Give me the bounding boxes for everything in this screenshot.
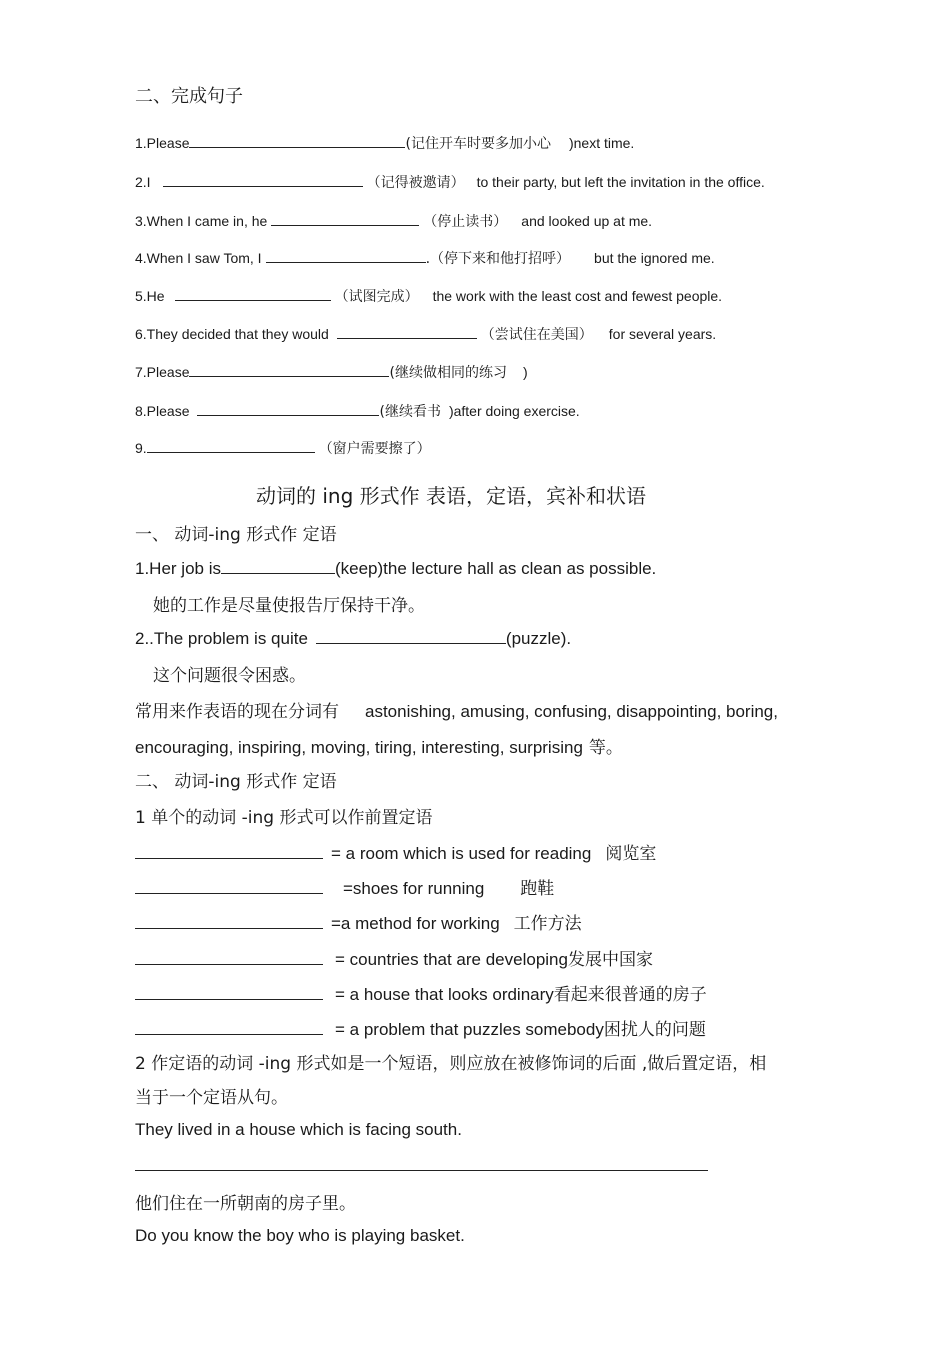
example-translation-1: 她的工作是尽量使报告厅保持干净。 xyxy=(153,596,425,616)
definition-row xyxy=(135,945,653,970)
item-suffix: )after doing exercise. xyxy=(448,403,580,419)
item-suffix: to their party, but left the invitation in the office. xyxy=(476,174,765,190)
answer-blank[interactable] xyxy=(189,362,389,377)
item-suffix: )next time. xyxy=(568,135,635,151)
note-line-2 xyxy=(135,733,623,758)
item-suffix: for several years. xyxy=(608,326,717,342)
exercise-item-3 xyxy=(135,211,652,231)
item-prefix: 1.Please xyxy=(135,135,190,151)
answer-blank[interactable] xyxy=(337,324,477,339)
answer-blank[interactable] xyxy=(135,877,323,894)
answer-blank[interactable] xyxy=(135,842,323,859)
definition-row xyxy=(135,980,707,1005)
definition-text: = a room which is used for reading xyxy=(331,844,592,863)
example-translation-2: 这个问题很令困惑。 xyxy=(153,666,306,686)
chinese-hint: （尝试住在美国） xyxy=(480,327,593,343)
note-intro: 常用来作表语的现在分词有 xyxy=(135,702,339,722)
answer-blank[interactable] xyxy=(135,912,323,929)
part2-subheading-2-line1: 2 作定语的动词 -ing 形式如是一个短语，则应放在被修饰词的后面 ,做后置定语，相 xyxy=(135,1054,767,1074)
definition-text: = countries that are developing xyxy=(335,950,568,969)
answer-blank[interactable] xyxy=(266,248,426,263)
exercise-item-1 xyxy=(135,133,634,153)
item-suffix: the work with the least cost and fewest people. xyxy=(432,288,723,304)
answer-blank[interactable] xyxy=(316,627,506,644)
item-prefix: 7.Please xyxy=(135,364,190,380)
item-suffix: ) xyxy=(522,364,528,380)
item-prefix: 9. xyxy=(135,440,147,456)
example-sentence-2 xyxy=(135,627,571,649)
note-word-list: astonishing, amusing, confusing, disappointing, boring, xyxy=(365,702,778,721)
part2-heading: 二、 动词-ing 形式作 定语 xyxy=(135,772,337,792)
item-prefix: 5.He xyxy=(135,288,165,304)
part2-subheading-1: 1 单个的动词 -ing 形式可以作前置定语 xyxy=(135,808,433,828)
part1-heading: 一、 动词-ing 形式作 定语 xyxy=(135,525,337,545)
answer-blank[interactable] xyxy=(135,948,323,965)
exercise-item-2 xyxy=(135,172,765,192)
item-prefix: 2.I xyxy=(135,174,151,190)
answer-line[interactable] xyxy=(135,1170,708,1171)
part2-subheading-2-line2: 当于一个定语从句。 xyxy=(135,1088,288,1108)
item-suffix: but the ignored me. xyxy=(594,250,715,266)
exercise-item-8 xyxy=(135,401,580,421)
exercise-item-9 xyxy=(135,438,431,458)
answer-blank[interactable] xyxy=(147,438,315,453)
definition-chinese: 工作方法 xyxy=(513,914,582,934)
chinese-hint: (继续看书 xyxy=(379,404,441,420)
definition-chinese: 看起来很普通的房子 xyxy=(553,985,707,1005)
definition-row xyxy=(135,874,554,899)
example-sentence-1 xyxy=(135,557,656,579)
answer-blank[interactable] xyxy=(135,1018,323,1035)
chinese-hint: （记得被邀请） xyxy=(366,175,465,191)
answer-blank[interactable] xyxy=(189,133,405,148)
chinese-hint: (记住开车时要多加小心 xyxy=(405,136,551,152)
sentence-suffix: (puzzle). xyxy=(505,629,572,648)
answer-blank[interactable] xyxy=(175,286,331,301)
definition-row xyxy=(135,909,582,934)
definition-text: =shoes for running xyxy=(343,879,485,898)
example-sentence-4: Do you know the boy who is playing basket. xyxy=(135,1226,465,1245)
note-line-1 xyxy=(135,697,778,722)
definition-row xyxy=(135,839,656,864)
exercise-item-6 xyxy=(135,324,716,344)
note-end: 等。 xyxy=(588,738,623,758)
chinese-hint: （试图完成） xyxy=(334,289,419,305)
answer-blank[interactable] xyxy=(163,172,363,187)
definition-chinese: 困扰人的问题 xyxy=(603,1020,706,1040)
sentence-prefix: 1.Her job is xyxy=(135,559,221,578)
document-title: 动词的 ing 形式作 表语，定语，宾补和状语 xyxy=(256,484,646,508)
definition-chinese: 发展中国家 xyxy=(567,950,653,970)
section-heading-complete-sentences: 二、完成句子 xyxy=(135,86,243,107)
definition-text: =a method for working xyxy=(331,914,500,933)
answer-blank[interactable] xyxy=(271,211,419,226)
definition-chinese: 阅览室 xyxy=(605,844,657,864)
exercise-item-7 xyxy=(135,362,528,382)
example-sentence-3: They lived in a house which is facing south. xyxy=(135,1120,462,1139)
example-translation-3: 他们住在一所朝南的房子里。 xyxy=(135,1194,356,1214)
item-suffix: and looked up at me. xyxy=(521,213,653,229)
item-prefix: 6.They decided that they would xyxy=(135,326,329,342)
exercise-item-5 xyxy=(135,286,722,306)
definition-row xyxy=(135,1015,706,1040)
definition-chinese: 跑鞋 xyxy=(520,879,555,899)
item-prefix: 3.When I came in, he xyxy=(135,213,268,229)
chinese-hint: （停止读书） xyxy=(423,214,508,230)
sentence-prefix: 2..The problem is quite xyxy=(135,629,308,648)
definition-text: = a problem that puzzles somebody xyxy=(335,1020,604,1039)
item-prefix: 4.When I saw Tom, I xyxy=(135,250,262,266)
chinese-hint: (继续做相同的练习 xyxy=(389,365,507,381)
answer-blank[interactable] xyxy=(135,983,323,1000)
sentence-suffix: (keep)the lecture hall as clean as possible. xyxy=(334,559,657,578)
answer-blank[interactable] xyxy=(221,557,335,574)
item-prefix: 8.Please xyxy=(135,403,190,419)
definition-text: = a house that looks ordinary xyxy=(335,985,554,1004)
note-word-list-cont: encouraging, inspiring, moving, tiring, interesting, surprising xyxy=(135,738,583,757)
chinese-hint: （窗户需要擦了） xyxy=(318,441,431,457)
chinese-hint: .（停下来和他打招呼） xyxy=(425,251,571,267)
exercise-item-4 xyxy=(135,248,715,268)
answer-blank[interactable] xyxy=(197,401,379,416)
